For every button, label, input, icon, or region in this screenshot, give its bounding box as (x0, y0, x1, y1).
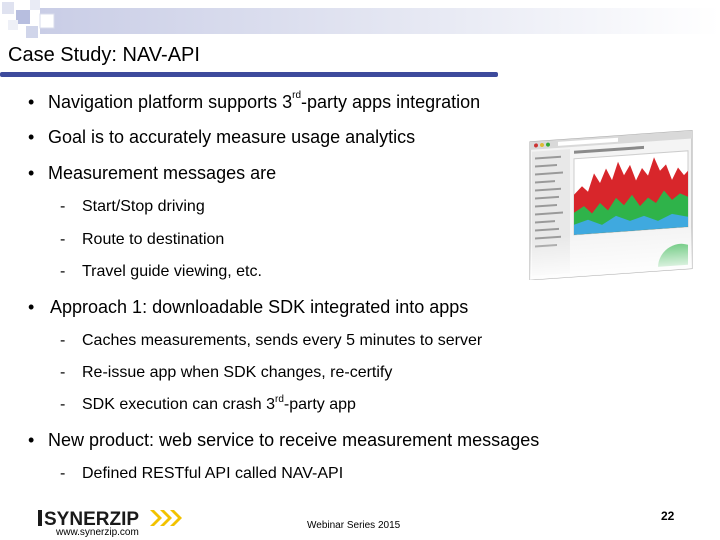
bullet-text: Approach 1: downloadable SDK integrated into apps (50, 297, 469, 317)
header-pattern (0, 0, 720, 40)
dash-glyph: - (60, 263, 66, 280)
sub-bullet-text: Route to destination (82, 231, 225, 248)
title-underline (0, 72, 498, 77)
dash-glyph: - (60, 231, 66, 248)
superscript: rd (292, 90, 302, 101)
footer-url: www.synerzip.com (56, 527, 139, 538)
superscript: rd (275, 394, 284, 405)
dash-glyph: - (60, 332, 66, 349)
logo-graphic (38, 507, 198, 529)
dashboard-illustration (528, 130, 698, 280)
bullet-text: New product: web service to receive measurement messages (48, 430, 540, 450)
dash-glyph: - (60, 364, 66, 381)
dash-glyph: - (60, 396, 66, 413)
slide-title: Case Study: NAV-API (8, 44, 200, 66)
sub-bullet-text (82, 396, 356, 414)
page-number: 22 (661, 509, 675, 523)
sub-bullet-text: Re-issue app when SDK changes, re-certify (82, 364, 393, 381)
analytics-dashboard-image (528, 130, 698, 280)
sub-bullet-text-part: SDK execution can crash 3 (82, 396, 275, 413)
bullet-glyph: • (28, 297, 35, 317)
bullet-text: Measurement messages are (48, 163, 277, 183)
bullet-text (48, 92, 480, 113)
synerzip-logo (38, 507, 198, 529)
bullet-text-part: -party apps integration (301, 92, 481, 112)
sub-bullet-text: Travel guide viewing, etc. (82, 263, 262, 280)
sub-bullet-text-part: -party app (283, 396, 356, 413)
dash-glyph: - (60, 465, 66, 482)
sub-bullet-text: Caches measurements, sends every 5 minutes to server (82, 332, 483, 349)
dash-glyph: - (60, 198, 66, 215)
bullet-text: Goal is to accurately measure usage analytics (48, 127, 416, 147)
bullet-glyph: • (28, 163, 35, 183)
bullet-glyph: • (28, 92, 35, 112)
sub-bullet-text: Defined RESTful API called NAV-API (82, 465, 344, 482)
bullet-glyph: • (28, 127, 35, 147)
footer-series: Webinar Series 2015 (307, 520, 401, 531)
bullet-glyph: • (28, 430, 35, 450)
header-decoration (0, 0, 720, 40)
logo-wordmark: SYNERZIP (44, 509, 140, 529)
bullet-text-part: Navigation platform supports 3 (48, 92, 293, 112)
sub-bullet-text: Start/Stop driving (82, 198, 205, 215)
